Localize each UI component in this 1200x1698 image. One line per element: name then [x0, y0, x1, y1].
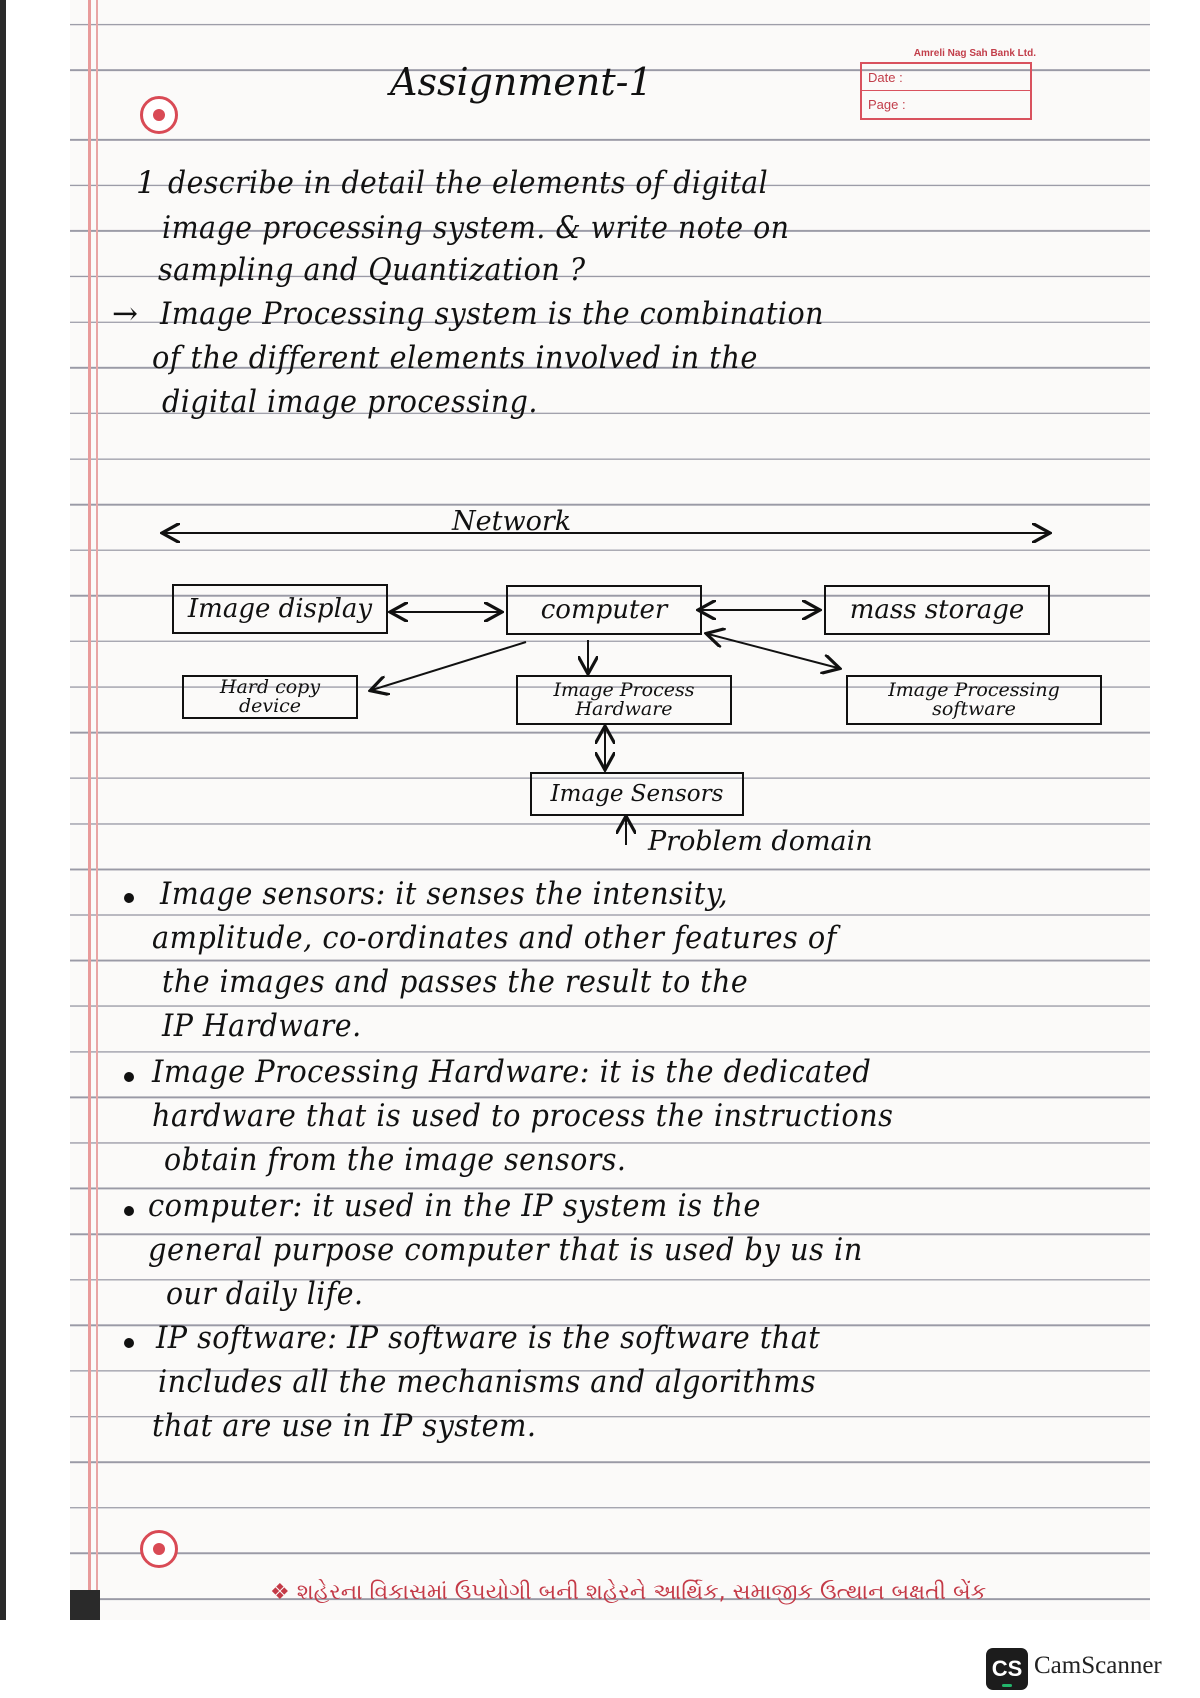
question-line: sampling and Quantization ?	[158, 252, 586, 288]
point-line: Image sensors: it senses the intensity,	[160, 876, 729, 912]
box-label: Image Process	[553, 679, 695, 701]
margin-line	[88, 0, 91, 1620]
point-line: the images and passes the result to the	[162, 964, 749, 1000]
bullet-icon	[124, 893, 134, 903]
point-line: computer: it used in the IP system is the	[148, 1188, 761, 1224]
box-label: Image display	[187, 594, 373, 624]
date-label: Date :	[862, 64, 1030, 91]
question-number: 1	[136, 165, 156, 201]
box-label: Image Sensors	[550, 780, 724, 807]
question-line: describe in detail the elements of digital	[168, 165, 769, 201]
point-line: hardware that is used to process the instructions	[152, 1098, 894, 1134]
box-label: computer	[540, 595, 668, 625]
binder-ring-icon	[140, 96, 178, 134]
point-line: IP Hardware.	[162, 1008, 362, 1044]
problem-domain-label: Problem domain	[648, 826, 873, 857]
answer-arrow-icon: →	[112, 296, 138, 332]
point-line: Image Processing Hardware: it is the dedicated	[152, 1054, 872, 1090]
computer-box	[506, 585, 702, 635]
bullet-icon	[124, 1072, 134, 1082]
point-line: obtain from the image sensors.	[164, 1142, 627, 1178]
image-processing-software-box	[846, 675, 1102, 725]
point-line: IP software: IP software is the software that	[156, 1320, 821, 1356]
bullet-icon	[124, 1206, 134, 1216]
box-label: software	[932, 698, 1016, 720]
point-line: amplitude, co-ordinates and other features of	[152, 920, 837, 956]
scan-shadow	[70, 1590, 100, 1620]
page-title: Assignment-1	[390, 60, 653, 104]
point-line: our daily life.	[166, 1276, 364, 1312]
hard-copy-device-box	[182, 675, 358, 719]
scan-edge	[0, 0, 6, 1620]
network-label: Network	[452, 506, 572, 537]
bank-slogan: ❖ શહેરના વિકાસમાં ઉપયોગી બની શહેરને આર્થિક, સમાજીક ઉત્થાન બક્ષતી બેંક	[270, 1580, 987, 1605]
question-line: image processing system. & write note on	[162, 210, 790, 246]
bank-name: Amreli Nag Sah Bank Ltd.	[913, 48, 1036, 59]
box-label: Hardware	[575, 698, 673, 720]
answer-line: of the different elements involved in the	[152, 340, 758, 376]
margin-line	[96, 0, 98, 1620]
bullet-icon	[124, 1338, 134, 1348]
mass-storage-box	[824, 585, 1050, 635]
date-page-box	[860, 62, 1032, 120]
camscanner-watermark: CamScanner	[1034, 1652, 1162, 1679]
point-line: includes all the mechanisms and algorithms	[158, 1364, 816, 1400]
box-label: device	[238, 695, 302, 717]
box-label: mass storage	[849, 595, 1025, 625]
image-processing-hardware-box	[516, 675, 732, 725]
binder-ring-icon	[140, 1530, 178, 1568]
page-label: Page :	[868, 97, 906, 112]
point-line: general purpose computer that is used by us in	[148, 1232, 863, 1268]
camscanner-logo-icon: CS	[986, 1648, 1028, 1690]
answer-line: Image Processing system is the combination	[160, 296, 824, 332]
answer-line: digital image processing.	[162, 384, 538, 420]
box-label: Image Processing	[888, 679, 1060, 701]
box-label: Hard copy	[219, 676, 321, 698]
image-sensors-box	[530, 772, 744, 816]
point-line: that are use in IP system.	[152, 1408, 537, 1444]
image-display-box	[172, 584, 388, 634]
